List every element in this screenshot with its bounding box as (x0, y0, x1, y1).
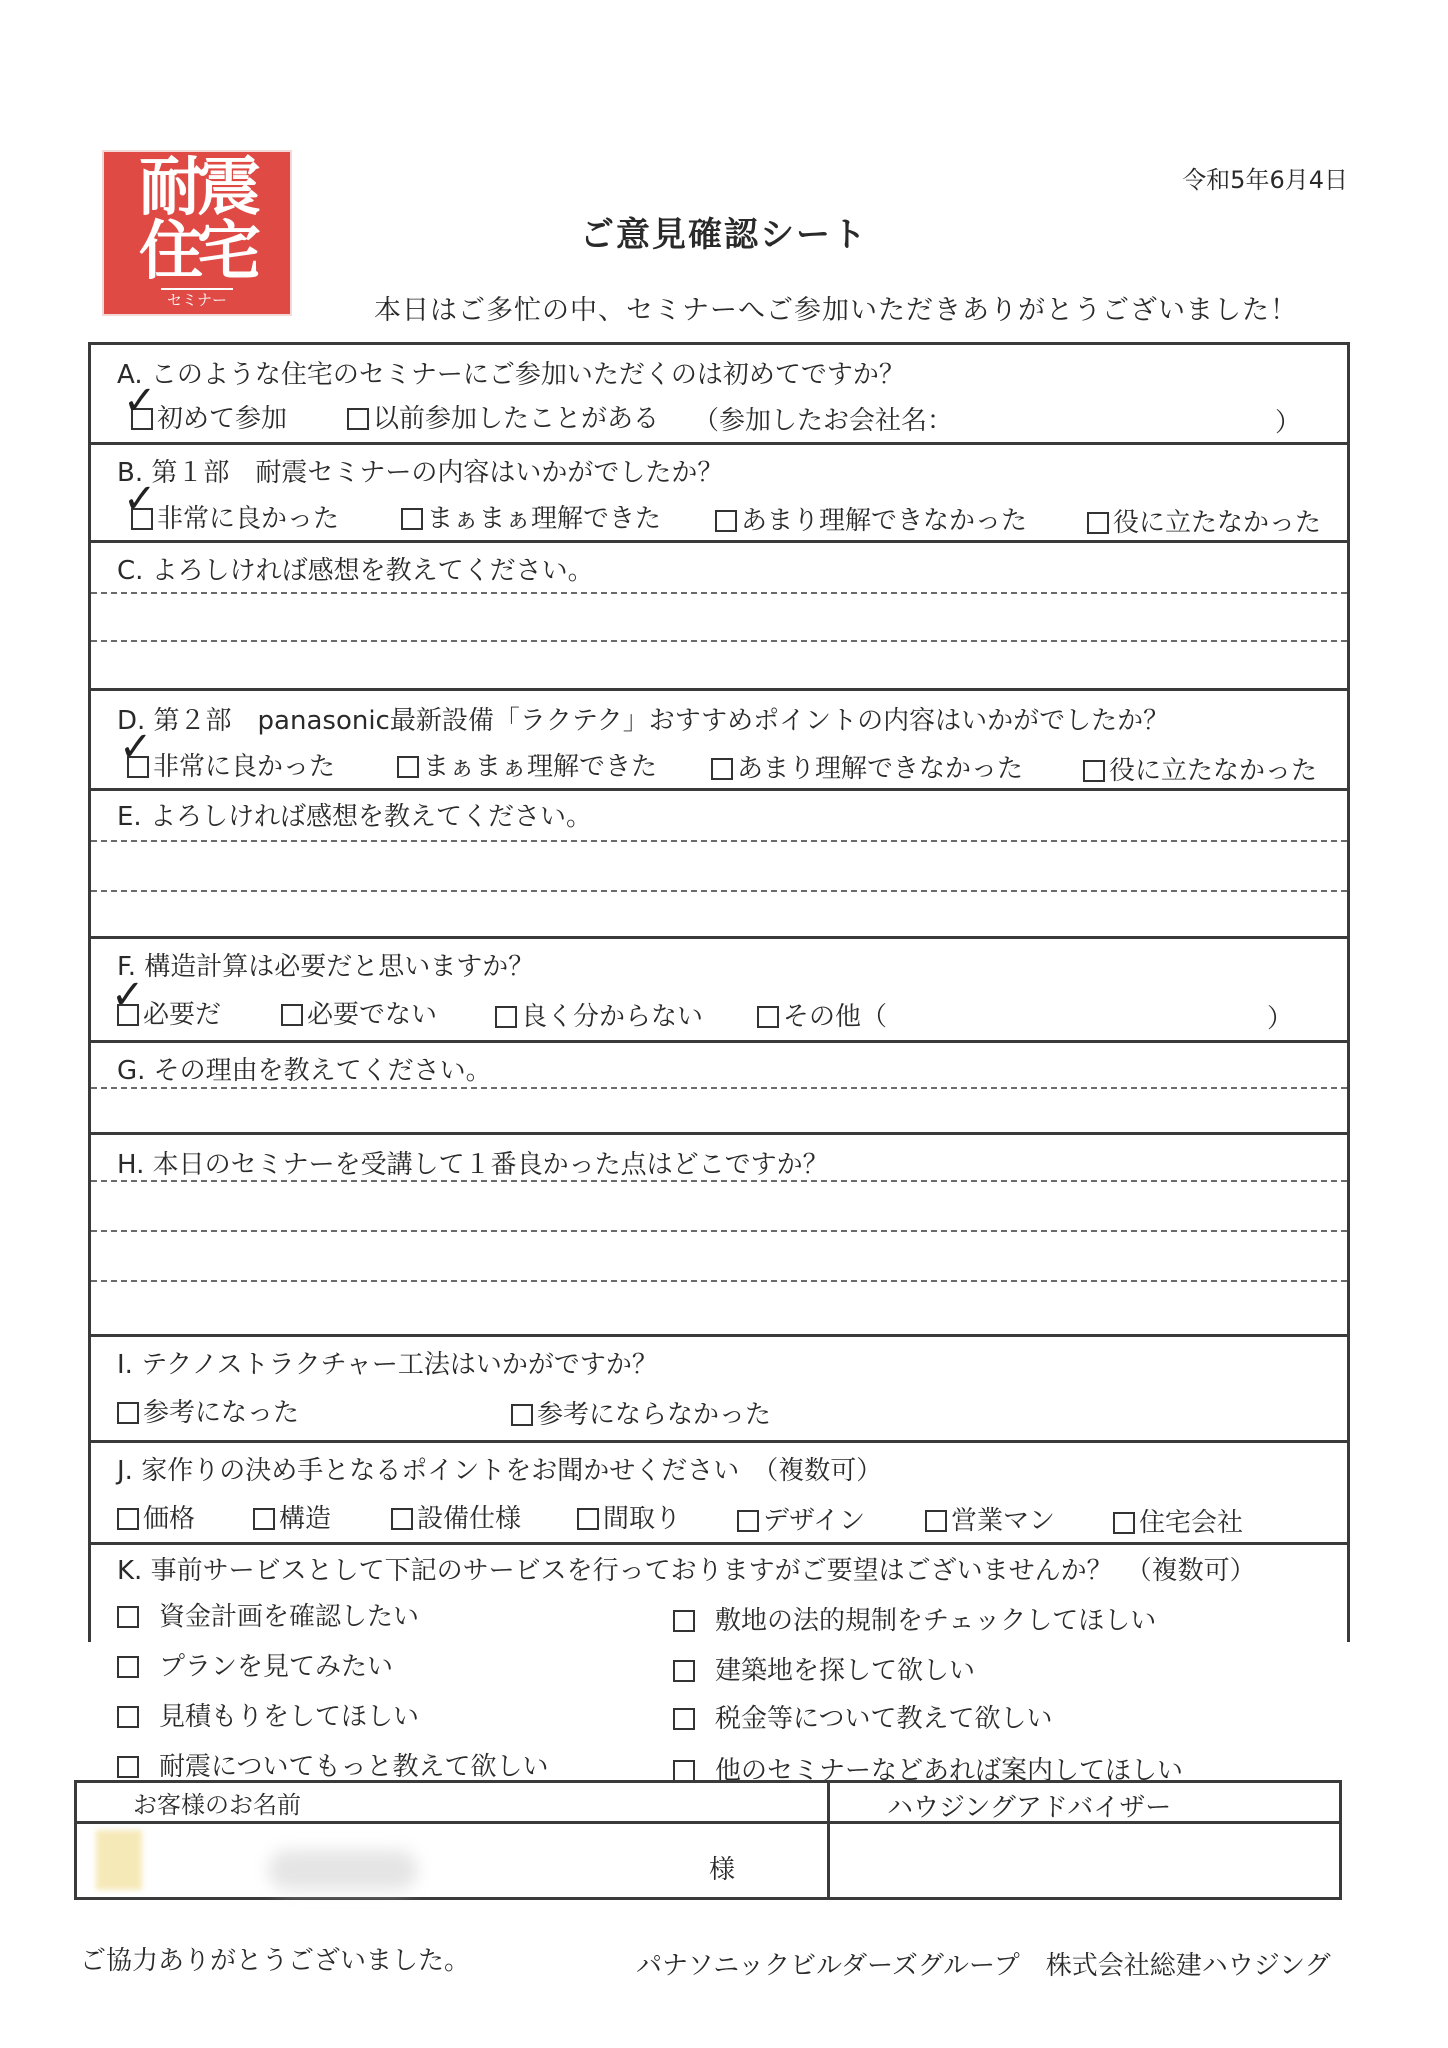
checkbox[interactable] (1087, 512, 1109, 534)
option-f-not-needed[interactable]: 必要でない (281, 994, 437, 1031)
checkbox[interactable] (117, 1606, 139, 1628)
option-j-salesperson[interactable]: 営業マン (925, 1500, 1055, 1537)
checkbox[interactable] (673, 1760, 695, 1782)
option-j-floorplan[interactable]: 間取り (577, 1498, 681, 1535)
advisor-name-field[interactable] (833, 1827, 1333, 1897)
option-b-not-understood[interactable]: あまり理解できなかった (715, 500, 1027, 537)
option-j-builder[interactable]: 住宅会社 (1113, 1502, 1243, 1539)
option-k-other-seminars[interactable]: 他のセミナーなどあれば案内してほしい (673, 1750, 1183, 1787)
option-k-funding[interactable]: 資金計画を確認したい (117, 1596, 419, 1633)
checkbox[interactable] (253, 1508, 275, 1530)
divider (91, 1040, 1347, 1043)
option-a-company-name: （参加したお会社名： (693, 406, 954, 436)
writing-line (91, 640, 1347, 642)
advisor-label: ハウジングアドバイザー (887, 1793, 1172, 1823)
writing-line (91, 592, 1347, 594)
checkbox[interactable] (495, 1006, 517, 1028)
option-i-helpful[interactable]: 参考になった (117, 1392, 299, 1429)
divider (827, 1783, 830, 1897)
option-f-close-paren: ） (1267, 1004, 1294, 1034)
logo-line-1: 耐震 (139, 150, 255, 225)
question-j: J. 家作りの決め手となるポイントをお聞かせください （複数可） (117, 1456, 883, 1486)
logo-subtitle: セミナー (161, 288, 233, 310)
checkbox[interactable] (737, 1510, 759, 1532)
seal-stamp (96, 1830, 142, 1890)
check-mark: ✓ (119, 724, 153, 770)
question-c: C. よろしければ感想を教えてください。 (117, 556, 594, 586)
option-k-land[interactable]: 建築地を探して欲しい (673, 1650, 975, 1687)
question-d: D. 第２部 panasonic最新設備「ラクテク」おすすめポイントの内容はいかがでしたか？ (117, 706, 1170, 736)
question-b: B. 第１部 耐震セミナーの内容はいかがでしたか？ (117, 458, 724, 488)
check-mark: ✓ (123, 378, 157, 424)
option-d-understood[interactable]: まぁまぁ理解できた (397, 746, 657, 783)
check-mark: ✓ (123, 476, 157, 522)
honorific: 様 (709, 1855, 736, 1885)
option-j-equipment[interactable]: 設備仕様 (391, 1498, 521, 1535)
checkbox[interactable] (757, 1006, 779, 1028)
option-j-price[interactable]: 価格 (117, 1498, 195, 1535)
redacted-name (268, 1850, 418, 1890)
option-i-not-helpful[interactable]: 参考にならなかった (511, 1394, 771, 1431)
option-k-plan[interactable]: プランを見てみたい (117, 1646, 393, 1683)
survey-form (88, 342, 1350, 1786)
intro-text: 本日はご多忙の中、セミナーへご参加いただきありがとうございました！ (374, 295, 1298, 326)
checkbox[interactable] (401, 508, 423, 530)
check-mark: ✓ (111, 972, 145, 1018)
divider (91, 1440, 1347, 1443)
divider (91, 1132, 1347, 1135)
option-b-understood[interactable]: まぁまぁ理解できた (401, 498, 661, 535)
writing-line (91, 890, 1347, 892)
divider (91, 342, 1347, 345)
question-e: E. よろしければ感想を教えてください。 (117, 802, 592, 832)
checkbox[interactable] (673, 1660, 695, 1682)
option-b-not-useful[interactable]: 役に立たなかった (1087, 502, 1321, 539)
checkbox[interactable] (673, 1610, 695, 1632)
checkbox[interactable] (281, 1004, 303, 1026)
divider (91, 1334, 1347, 1337)
option-k-tax[interactable]: 税金等について教えて欲しい (673, 1698, 1052, 1735)
checkbox[interactable] (925, 1510, 947, 1532)
option-a-attended-before[interactable]: 以前参加したことがある (347, 398, 659, 435)
checkbox[interactable] (711, 758, 733, 780)
checkbox[interactable] (673, 1708, 695, 1730)
checkbox[interactable] (715, 510, 737, 532)
question-f: F. 構造計算は必要だと思いますか？ (117, 952, 535, 982)
option-d-not-useful[interactable]: 役に立たなかった (1083, 750, 1317, 787)
divider (91, 936, 1347, 939)
option-f-other[interactable]: その他（ (757, 996, 887, 1033)
option-a-close-paren: ） (1275, 408, 1302, 438)
writing-line (91, 840, 1347, 842)
form-date: 令和5年6月4日 (1182, 166, 1348, 194)
checkbox[interactable] (1083, 760, 1105, 782)
option-a-first-time[interactable]: 初めて参加 (131, 398, 287, 435)
checkbox[interactable] (117, 1508, 139, 1530)
question-k: K. 事前サービスとして下記のサービスを行っておりますがご要望はございませんか？ （複数可） (117, 1556, 1256, 1586)
checkbox[interactable] (117, 1756, 139, 1778)
option-k-estimate[interactable]: 見積もりをしてほしい (117, 1696, 419, 1733)
checkbox[interactable] (117, 1402, 139, 1424)
option-f-dont-know[interactable]: 良く分からない (495, 996, 703, 1033)
option-f-needed[interactable]: 必要だ (117, 994, 221, 1031)
question-g: G. その理由を教えてください。 (117, 1056, 492, 1086)
logo-line-2: 住宅 (139, 214, 255, 289)
divider (91, 1542, 1347, 1545)
option-k-regulations[interactable]: 敷地の法的規制をチェックしてほしい (673, 1600, 1156, 1637)
divider (91, 442, 1347, 445)
option-j-design[interactable]: デザイン (737, 1500, 865, 1537)
checkbox[interactable] (577, 1508, 599, 1530)
checkbox[interactable] (511, 1404, 533, 1426)
divider (91, 688, 1347, 691)
checkbox[interactable] (347, 408, 369, 430)
checkbox[interactable] (391, 1508, 413, 1530)
customer-name-label: お客様のお名前 (133, 1791, 301, 1819)
option-d-very-good[interactable]: 非常に良かった (127, 746, 335, 783)
name-block (74, 1780, 1342, 1900)
thanks-text: ご協力ありがとうございました。 (80, 1946, 471, 1976)
page-title: ご意見確認シート (580, 215, 868, 255)
writing-line (91, 1230, 1347, 1232)
writing-line (91, 1280, 1347, 1282)
option-k-earthquake[interactable]: 耐震についてもっと教えて欲しい (117, 1746, 548, 1783)
company-name: パナソニックビルダーズグループ 株式会社総建ハウジング (636, 1951, 1331, 1981)
checkbox[interactable] (1113, 1512, 1135, 1534)
question-a: A. このような住宅のセミナーにご参加いただくのは初めてですか？ (117, 360, 905, 390)
divider (91, 540, 1347, 543)
checkbox[interactable] (117, 1656, 139, 1678)
question-i: I. テクノストラクチャー工法はいかがですか？ (117, 1350, 658, 1380)
option-b-very-good[interactable]: 非常に良かった (131, 498, 339, 535)
checkbox[interactable] (397, 756, 419, 778)
question-h: H. 本日のセミナーを受講して１番良かった点はどこですか？ (117, 1150, 829, 1180)
checkbox[interactable] (117, 1706, 139, 1728)
divider (91, 788, 1347, 791)
option-j-structure[interactable]: 構造 (253, 1498, 331, 1535)
writing-line (91, 1087, 1347, 1089)
option-d-not-understood[interactable]: あまり理解できなかった (711, 748, 1023, 785)
customer-name-field[interactable] (147, 1827, 747, 1897)
